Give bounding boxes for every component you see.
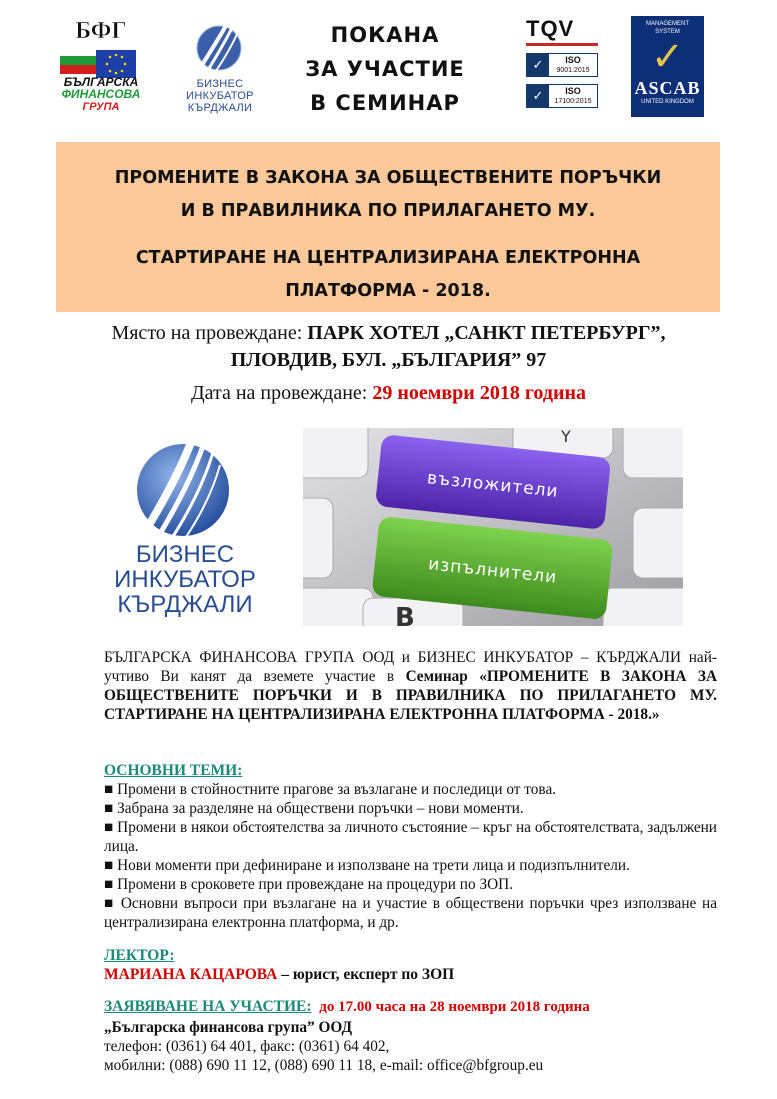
banner-line: ПЛАТФОРМА - 2018.	[285, 281, 491, 301]
bfg-logo	[56, 14, 146, 114]
globe-swoosh-icon	[100, 425, 270, 540]
key-izpalniteli-label: изпълнители	[427, 554, 559, 588]
tqv-logo: TQV	[526, 16, 575, 41]
iso-17100-badge: ✓ ISO 17100:2015	[526, 84, 598, 108]
registration	[104, 998, 590, 1016]
check-icon: ✓	[527, 85, 549, 107]
company-name: „Българска финансова група” ООД	[104, 1019, 353, 1036]
ascab-logo: MANAGEMENT SYSTEM ✓ ASCAB UNITED KINGDOM	[631, 16, 704, 117]
venue-value-line2: ПЛОВДИВ, БУЛ. „БЪЛГАРИЯ” 97	[230, 349, 547, 371]
svg-text:ФИНАНСОВА: ФИНАНСОВА	[61, 87, 141, 101]
venue	[40, 320, 737, 374]
incubator-logo-large: БИЗНЕС ИНКУБАТОР КЪРДЖАЛИ	[100, 425, 270, 625]
banner-line: ПРОМЕНИТЕ В ЗАКОНА ЗА ОБЩЕСТВЕНИТЕ ПОРЪЧКИ	[114, 168, 662, 188]
seminar-title-banner	[56, 142, 720, 312]
key-zadavashti-label: възложители	[426, 468, 560, 502]
registration-deadline: до 17.00 часа на 28 ноември 2018 година	[319, 999, 590, 1015]
key-y-label: Y	[561, 428, 571, 446]
bfg-mark: БФГ	[75, 18, 127, 44]
topics-heading: ОСНОВНИ ТЕМИ:	[104, 762, 243, 779]
list-item: ■ Промени в сроковете при провеждане на процедури по ЗОП.	[104, 876, 514, 893]
tqv-certification	[526, 16, 598, 116]
list-item: ■ Основни въпроси при възлагане на и участие в обществени поръчки чрез използване на централизирана електронна платформа, и др.	[104, 895, 717, 931]
list-item: ■ Промени в някои обстоятелства за личното състояние – кръг на обстоятелствата, задължени лица.	[104, 819, 717, 855]
list-item: ■ Забрана за разделяне на обществени поръчки – нови моменти.	[104, 800, 524, 817]
mobile-email: мобилни: (088) 690 11 12, (088) 690 11 18, e-mail: office@bfgroup.eu	[104, 1057, 544, 1074]
lecturer-name: МАРИАНА КАЦАРОВА	[104, 966, 278, 983]
keyboard-photo	[303, 428, 683, 626]
invitation-paragraph: БЪЛГАРСКА ФИНАНСОВА ГРУПА ООД и БИЗНЕС ИНКУБАТОР – КЪРДЖАЛИ най-учтиво Ви канят да вземете участие в Семинар «ПРОМЕНИТЕ В ЗАКОНА ЗА ОБЩЕСТВЕНИТЕ ПОРЪЧКИ И В ПРАВИЛНИКА ПО ПРИЛАГАНЕТО МУ. СТАРТИРАНЕ НА ЦЕНТРАЛИЗИРАНА ЕЛЕКТРОННА ПЛАТФОРМА - 2018.»	[104, 649, 718, 723]
date-label: Дата на провеждане:	[190, 382, 368, 404]
iso-9001-badge: ✓ ISO 9001:2015	[526, 53, 598, 77]
topics-list	[104, 780, 717, 932]
list-item: ■ Промени в стойностните прагове за възлагане и последици от това.	[104, 781, 557, 798]
banner-line: И В ПРАВИЛНИКА ПО ПРИЛАГАНЕТО МУ.	[180, 201, 596, 221]
svg-text:БЪЛГАРСКА: БЪЛГАРСКА	[63, 75, 139, 89]
venue-label: Място на провеждане:	[111, 322, 303, 344]
date-value: 29 ноември 2018 година	[372, 382, 586, 404]
svg-text:ГРУПА: ГРУПА	[82, 101, 120, 113]
key-b-label: B	[395, 603, 415, 626]
lecturer	[104, 966, 454, 984]
venue-value: ПАРК ХОТЕЛ „САНКТ ПЕТЕРБУРГ”,	[307, 322, 666, 344]
lecturer-heading: ЛЕКТОР:	[104, 947, 175, 964]
check-icon: ✓	[527, 54, 549, 76]
banner-line: СТАРТИРАНЕ НА ЦЕНТРАЛИЗИРАНА ЕЛЕКТРОННА	[135, 248, 641, 268]
contact-info	[104, 1018, 543, 1075]
checkmark-icon: ✓	[650, 35, 685, 79]
registration-heading: ЗАЯВЯВАНЕ НА УЧАСТИЕ:	[104, 998, 312, 1015]
phone-fax: телефон: (0361) 64 401, факс: (0361) 64 402,	[104, 1038, 390, 1055]
lecturer-role: – юрист, експерт по ЗОП	[277, 966, 455, 983]
event-date	[40, 382, 737, 405]
list-item: ■ Нови моменти при дефиниране и използване на трети лица и подизпълнители.	[104, 857, 630, 874]
globe-swoosh-icon	[170, 18, 270, 76]
invitation-title: ПОКАНА ЗА УЧАСТИЕ В СЕМИНАР	[305, 23, 465, 115]
incubator-logo-small: БИЗНЕС ИНКУБАТОР КЪРДЖАЛИ	[170, 18, 280, 118]
